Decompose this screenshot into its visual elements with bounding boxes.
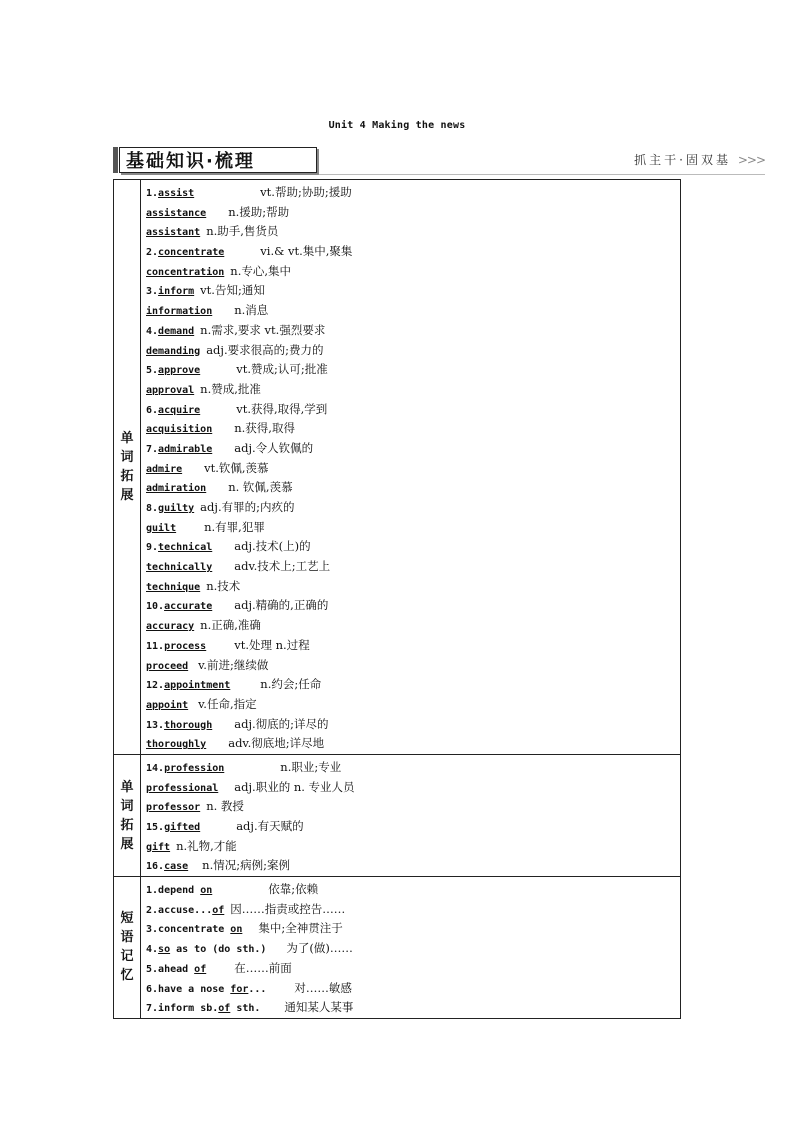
section-label-char: 拓 [120,468,134,484]
section-row [114,180,681,755]
entry-definition: vt.获得,取得,学到 [236,401,328,416]
entry-definition: adj.有罪的;内疚的 [200,500,295,514]
entry-number: 14. [146,762,165,774]
entry-line [146,715,680,735]
entry-line [146,400,680,420]
entry-definition: n.援助;帮助 [228,204,290,219]
entry-definition: n.情况;病例;案例 [202,858,290,873]
entry-definition: 在……前面 [234,960,292,975]
entry-number: 11. [146,640,165,652]
entry-line [146,636,680,656]
banner-rule [313,174,765,175]
section-content [141,877,681,1019]
entry-word: appoint [146,699,189,711]
entry-definition: 通知某人某事 [284,1000,354,1015]
entry-definition: vt.赞成;认可;批准 [236,362,328,377]
entry-line [146,959,680,979]
section-content [141,754,681,876]
entry-line [146,817,680,837]
entry-definition: vi.& vt.集中,聚集 [260,244,353,259]
entry-definition: n.消息 [234,303,269,318]
entry-word: professional [146,782,219,794]
entry-definition: n.职业;专业 [280,759,342,774]
section-label-char: 拓 [120,817,134,833]
vocab-table [113,179,681,1019]
entry-word: thorough [164,719,213,731]
entry-line [146,778,680,798]
entry-definition: vt.告知;通知 [200,283,265,298]
section-label [114,754,141,876]
entry-prefix: inform sb. [158,1003,219,1015]
section-label-char: 单 [120,430,134,446]
entry-line [146,656,680,676]
entry-line [146,758,680,778]
entry-definition: vt.帮助;协助;援助 [260,185,352,199]
entry-definition: adj.要求很高的;费力的 [206,342,324,357]
entry-line [146,439,680,459]
entry-line [146,616,680,636]
entry-definition: adj.令人钦佩的 [234,440,314,455]
entry-line [146,979,680,999]
entry-word: of [194,963,207,975]
entry-number: 1. [146,188,159,199]
entry-number: 7. [146,443,159,455]
entry-line [146,797,680,817]
entry-line [146,301,680,321]
entry-definition: n.约会;任命 [260,677,322,692]
entry-definition: adv.彻底地;详尽地 [228,736,325,751]
entry-word: approve [158,365,201,377]
entry-word: accuracy [146,621,195,633]
entry-line [146,281,680,301]
banner-bar [113,147,118,173]
entry-definition: adj.精确的,正确的 [234,598,329,613]
chevrons-icon: >>> [737,153,765,167]
entry-line [146,518,680,538]
entry-word: profession [164,762,225,774]
section-label-char: 单 [120,779,134,795]
entry-definition: n.专心,集中 [230,263,291,278]
entry-word: of [212,904,225,916]
entry-definition: v.任命,指定 [198,696,257,711]
entry-suffix: sth. [230,1003,261,1015]
entry-number: 2. [146,904,159,916]
entry-definition: vt.钦佩,羡慕 [204,460,269,475]
section-label-char: 语 [120,930,134,946]
entry-word: case [164,861,189,873]
entry-line [146,557,680,577]
entry-number: 3. [146,286,159,298]
entry-number: 5. [146,365,159,377]
entry-prefix: ahead [158,963,195,975]
section-label-char: 展 [120,836,134,852]
entry-number: 3. [146,924,159,936]
banner-subtitle [634,151,765,168]
entry-definition: 对……敏感 [294,980,352,995]
entry-suffix: ... [248,983,267,995]
entry-word: information [146,306,213,318]
entry-number: 13. [146,719,165,731]
entry-suffix: as to (do sth.) [170,944,267,956]
entry-prefix: have a nose [158,983,231,995]
entry-line [146,203,680,223]
section-row [114,877,681,1019]
entry-definition: n.需求,要求 vt.强烈要求 [200,322,326,337]
entry-definition: 为了(做)…… [286,941,353,956]
entry-word: admire [146,463,183,475]
entry-number: 1. [146,885,159,897]
entry-definition: adj.职业的 n. 专业人员 [234,779,355,794]
entry-line [146,900,680,920]
entry-definition: adv.技术上;工艺上 [234,559,331,574]
entry-number: 2. [146,247,159,259]
entry-number: 16. [146,861,165,873]
entry-line [146,695,680,715]
entry-number: 6. [146,404,159,416]
entry-word: so [158,944,171,956]
entry-line [146,242,680,262]
entry-line [146,837,680,857]
entry-line [146,675,680,695]
entry-definition: n.正确,准确 [200,618,261,633]
entry-number: 15. [146,822,165,833]
entry-word: professor [146,802,201,814]
entry-definition: n.礼物,才能 [176,838,237,853]
entry-number: 10. [146,601,165,613]
entry-definition: n.赞成,批准 [200,381,261,396]
entry-line [146,998,680,1018]
entry-word: thoroughly [146,739,207,751]
entry-line [146,478,680,498]
entry-number: 4. [146,944,159,956]
entry-line [146,262,680,282]
entry-definition: 依靠;依赖 [268,882,319,897]
entry-line [146,380,680,400]
entry-definition: n.技术 [206,578,241,593]
entry-prefix: concentrate [158,924,231,936]
entry-word: assist [158,188,195,199]
entry-word: assistance [146,207,207,219]
entry-definition: adj.技术(上)的 [234,539,311,554]
entry-line [146,734,680,754]
entry-prefix: depend [158,885,201,897]
entry-definition: n.助手,售货员 [206,224,279,239]
entry-line [146,321,680,341]
section-label [114,877,141,1019]
section-label-char: 词 [120,449,134,465]
entry-word: for [230,983,249,995]
entry-word: process [164,640,207,652]
section-label-char: 展 [120,487,134,503]
entry-line [146,419,680,439]
entry-word: acquire [158,404,201,416]
entry-definition: n. 钦佩,羡慕 [228,480,293,495]
entry-word: assistant [146,227,201,239]
entry-word: admirable [158,443,213,455]
entry-definition: 因……指责或控告…… [230,901,346,916]
section-label-char: 短 [120,911,134,927]
entry-word: admiration [146,483,207,495]
entry-line [146,939,680,959]
entry-word: technique [146,581,201,593]
entry-number: 7. [146,1003,159,1015]
entry-definition: adj.彻底的;详尽的 [234,716,329,731]
entry-number: 8. [146,503,159,514]
entry-definition: v.前进;继续做 [198,657,269,672]
entry-word: technical [158,542,213,554]
entry-word: of [218,1003,231,1015]
section-label [114,180,141,755]
entry-definition: n.有罪,犯罪 [204,519,265,534]
entry-word: concentration [146,266,225,278]
entry-word: guilty [158,503,195,514]
entry-line [146,596,680,616]
entry-line [146,577,680,597]
entry-line [146,459,680,479]
running-head: Unit 4 Making the news [328,120,466,131]
entry-word: acquisition [146,424,213,436]
entry-word: gifted [164,822,201,833]
entry-line [146,222,680,242]
entry-word: on [230,924,243,936]
entry-word: concentrate [158,247,225,259]
banner-subtitle-text: 抓主干·固双基 [634,153,731,167]
entry-word: appointment [164,680,231,692]
section-content [141,180,681,755]
entry-word: accurate [164,601,213,613]
entry-definition: n. 教授 [206,799,244,814]
entry-line [146,880,680,900]
section-banner [113,145,765,175]
entry-word: approval [146,384,195,396]
entry-line [146,537,680,557]
entry-word: technically [146,562,213,574]
entry-line [146,360,680,380]
entry-word: inform [158,286,195,298]
entry-line [146,341,680,361]
entry-word: demanding [146,345,201,357]
entry-line [146,856,680,876]
entry-definition: vt.处理 n.过程 [234,637,310,652]
entry-line [146,498,680,518]
banner-title: 基础知识·梳理 [119,147,317,173]
entry-definition: adj.有天赋的 [236,819,304,833]
section-label-char: 忆 [120,968,134,984]
section-row [114,754,681,876]
section-label-char: 记 [120,949,134,965]
entry-word: demand [158,325,195,337]
entry-number: 5. [146,963,159,975]
entry-line [146,919,680,939]
entry-word: gift [146,841,171,853]
entry-number: 9. [146,542,159,554]
entry-number: 4. [146,325,159,337]
entry-word: guilt [146,522,177,534]
section-label-char: 词 [120,798,134,814]
entry-prefix: accuse... [158,904,213,916]
entry-number: 6. [146,983,159,995]
entry-line [146,183,680,203]
entry-definition: n.获得,取得 [234,421,295,436]
entry-word: on [200,885,213,897]
entry-word: proceed [146,660,189,672]
entry-definition: 集中;全神贯注于 [258,921,343,936]
entry-number: 12. [146,680,165,692]
